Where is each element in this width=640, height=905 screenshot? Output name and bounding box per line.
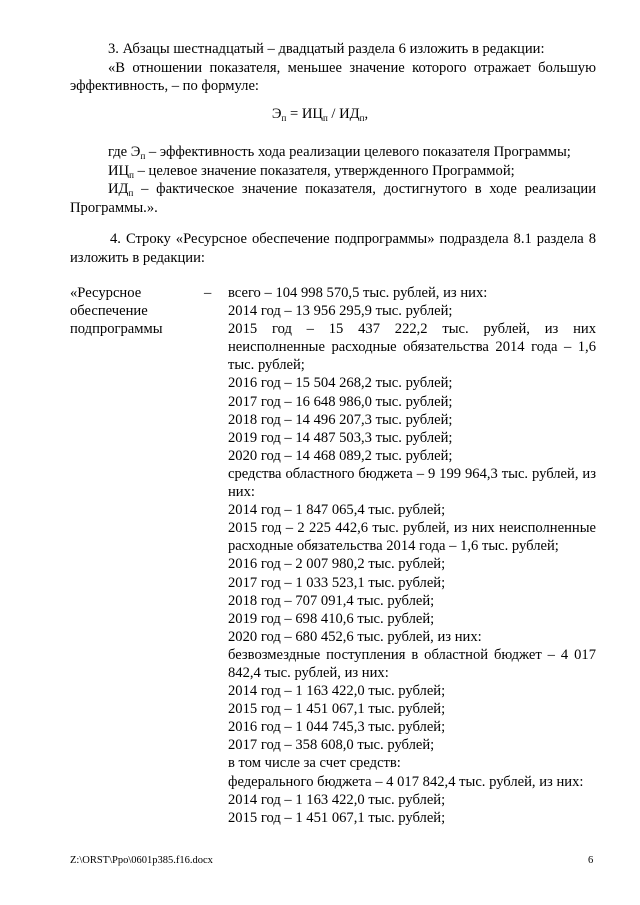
page-number: 6 [588,855,594,866]
value-line: 2014 год – 13 956 295,9 тыс. рублей; [228,303,453,320]
value-line: 2017 год – 16 648 986,0 тыс. рублей; [228,393,453,410]
value-line: федерального бюджета – 4 017 842,4 тыс. рублей, из них: [228,773,584,790]
value-line: 2016 год – 2 007 980,2 тыс. рублей; [228,556,446,573]
value-line: 2015 год – 1 451 067,1 тыс. рублей; [228,809,446,826]
value-line: в том числе за счет средств: [228,755,401,772]
section-3 [70,40,596,96]
value-line: 2017 год – 358 608,0 тыс. рублей; [228,737,435,754]
value-line: 2014 год – 1 163 422,0 тыс. рублей; [228,791,446,808]
formula-definitions [70,143,596,217]
definition-id: $ИД_п$ – фактическое значение показателя, достигнутого в ходе реализации Программы.». [70,181,596,216]
definition-e: где $Э_п$ – эффективность хода реализации целевого показателя Программы; [108,144,571,161]
section-3-quote: «В отношении показателя, меньшее значение которого отражает большую эффективность, – по формуле: [70,59,596,95]
value-line: 2018 год – 707 091,4 тыс. рублей; [228,592,435,609]
definition-ic: $ИЦ_п$ – целевое значение показателя, утвержденного Программой; [108,162,515,180]
value-line: 2020 год – 680 452,6 тыс. рублей, из них: [228,628,482,645]
value-line: 2014 год – 1 163 422,0 тыс. рублей; [228,683,446,700]
section-4: 4. Строку «Ресурсное обеспечение подпрограммы» подраздела 8.1 раздела 8 изложить в редакции: [70,231,596,266]
value-line: 2016 год – 15 504 268,2 тыс. рублей; [228,375,453,392]
value-line: 2014 год – 1 847 065,4 тыс. рублей; [228,502,446,519]
value-line: 2020 год – 14 468 089,2 тыс. рублей; [228,447,453,464]
value-line: 2017 год – 1 033 523,1 тыс. рублей; [228,574,446,591]
value-line: средства областного бюджета – 9 199 964,3 тыс. рублей, из них: [228,465,596,501]
value-line: 2019 год – 14 487 503,3 тыс. рублей; [228,429,453,446]
value-line: 2015 год – 2 225 442,6 тыс. рублей, из них неисполненные расходные обязательства 2014 года – 1,6 тыс. рублей; [228,520,596,555]
value-line: 2016 год – 1 044 745,3 тыс. рублей; [228,719,446,736]
resource-values [228,284,596,827]
section-3-heading: 3. Абзацы шестнадцатый – двадцатый раздела 6 изложить в редакции: [108,41,545,57]
value-line: всего – 104 998 570,5 тыс. рублей, из них: [228,285,488,301]
value-line: 2019 год – 698 410,6 тыс. рублей; [228,610,435,627]
resource-label: «Ресурсное обеспечение подпрограммы [70,285,163,338]
value-line: 2015 год – 15 437 222,2 тыс. рублей, из них неисполненные расходные обязательства 2014 года – 1,6 тыс. рублей; [228,321,596,374]
efficiency-formula: $Э_п = ИЦ_п / ИД_п$, [271,106,369,123]
footer-file-path: Z:\ORST\Ppo\0601p385.f16.docx [70,855,213,866]
value-line: безвозмездные поступления в областной бюджет – 4 017 842,4 тыс. рублей, из них: [228,646,596,681]
value-line: 2018 год – 14 496 207,3 тыс. рублей; [228,411,453,428]
separator-dash: – [204,285,212,301]
value-line: 2015 год – 1 451 067,1 тыс. рублей; [228,701,446,718]
